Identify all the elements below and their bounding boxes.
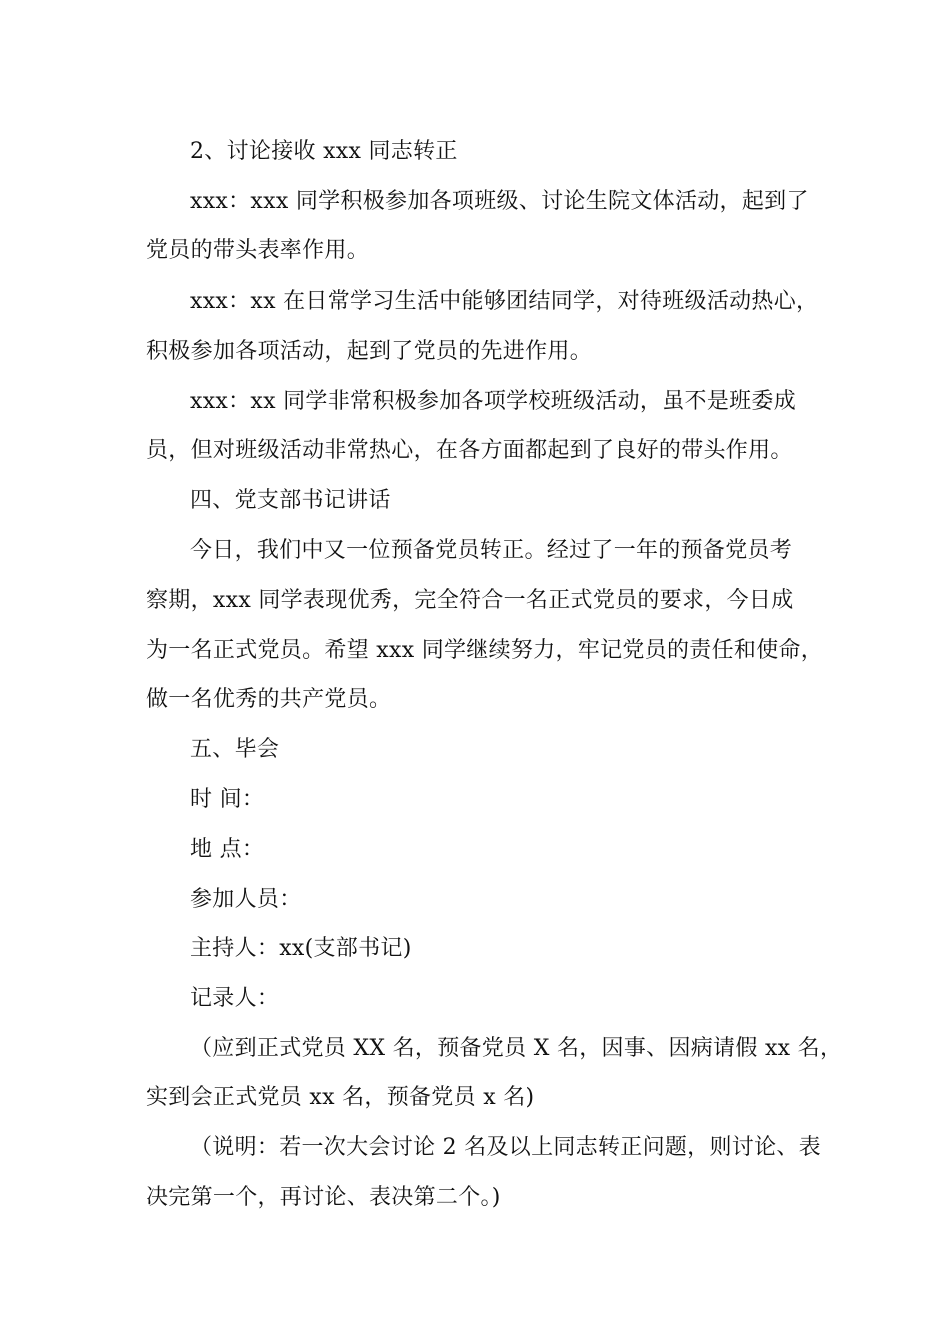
paragraph-line: 今日，我们中又一位预备党员转正。经过了一年的预备党员考 xyxy=(190,538,793,563)
paragraph-line: 积极参加各项活动，起到了党员的先进作用。 xyxy=(146,339,593,364)
explanation-note-line: 决完第一个，再讨论、表决第二个。) xyxy=(146,1185,501,1210)
paragraph-line: 做一名优秀的共产党员。 xyxy=(146,687,392,712)
participants-label: 参加人员： xyxy=(190,887,302,912)
section-heading-secretary-speech: 四、党支部书记讲话 xyxy=(190,488,391,513)
section-heading-closing: 五、毕会 xyxy=(190,737,280,762)
attendance-note-line: （应到正式党员 XX 名，预备党员 X 名，因事、因病请假 xx 名， xyxy=(190,1036,843,1061)
time-label: 时 间： xyxy=(190,787,265,812)
attendance-note-line: 实到会正式党员 xx 名，预备党员 x 名) xyxy=(146,1085,535,1110)
paragraph-line: xxx：xx 在日常学习生活中能够团结同学，对待班级活动热心， xyxy=(190,289,819,314)
recorder-label: 记录人： xyxy=(190,986,280,1011)
paragraph-line: 党员的带头表率作用。 xyxy=(146,238,370,263)
paragraph-line: 员，但对班级活动非常热心，在各方面都起到了良好的带头作用。 xyxy=(146,438,793,463)
host-label: 主持人：xx(支部书记) xyxy=(190,936,412,961)
section-heading-discuss-transfer: 2、讨论接收 xxx 同志转正 xyxy=(190,139,458,164)
paragraph-line: xxx：xx 同学非常积极参加各项学校班级活动，虽不是班委成 xyxy=(190,389,797,414)
paragraph-line: 为一名正式党员。希望 xxx 同学继续努力，牢记党员的责任和使命， xyxy=(146,638,824,663)
paragraph-line: xxx：xxx 同学积极参加各项班级、讨论生院文体活动，起到了 xyxy=(190,189,809,214)
location-label: 地 点： xyxy=(190,837,265,862)
explanation-note-line: （说明：若一次大会讨论 2 名及以上同志转正问题，则讨论、表 xyxy=(190,1135,821,1160)
paragraph-line: 察期，xxx 同学表现优秀，完全符合一名正式党员的要求，今日成 xyxy=(146,588,794,613)
